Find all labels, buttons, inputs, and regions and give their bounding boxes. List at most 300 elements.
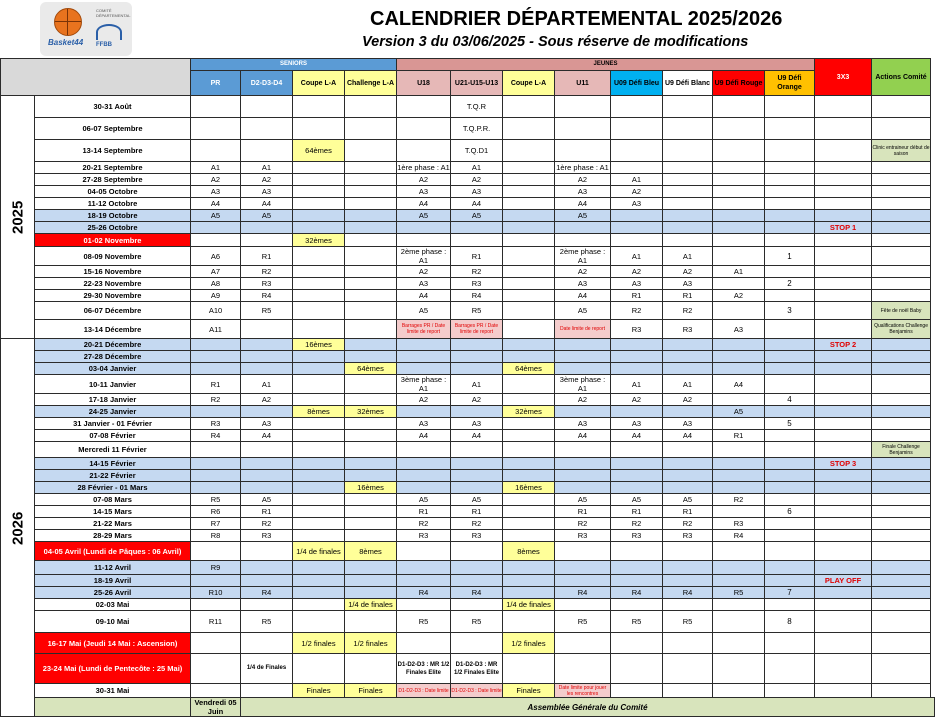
row-cell: R3	[191, 418, 241, 430]
row-cell	[451, 234, 503, 247]
row-cell: 4	[765, 394, 815, 406]
calendar-row	[1, 339, 935, 351]
row-cell: A2	[241, 394, 293, 406]
row-cell	[815, 654, 872, 684]
row-cell	[815, 198, 872, 210]
row-cell	[872, 654, 931, 684]
row-cell	[503, 210, 555, 222]
row-cell: R2	[241, 518, 293, 530]
row-cell	[503, 442, 555, 458]
row-date: 27-28 Décembre	[35, 351, 191, 363]
row-cell	[555, 234, 611, 247]
row-cell	[293, 278, 345, 290]
row-cell	[241, 458, 293, 470]
calendar-row	[1, 494, 935, 506]
row-cell	[611, 654, 663, 684]
header-row-columns	[1, 71, 935, 96]
row-cell: A1	[241, 375, 293, 394]
row-cell	[872, 458, 931, 470]
calendar-row	[1, 418, 935, 430]
row-cell: A4	[713, 375, 765, 394]
row-cell: A2	[611, 266, 663, 278]
row-cell	[293, 247, 345, 266]
row-cell	[451, 339, 503, 351]
row-cell	[397, 470, 451, 482]
row-cell	[555, 561, 611, 575]
row-cell: Finales	[345, 684, 397, 698]
row-cell	[815, 561, 872, 575]
row-cell: A2	[241, 174, 293, 186]
row-cell: R4	[713, 530, 765, 542]
row-cell: A3	[555, 186, 611, 198]
row-cell	[611, 351, 663, 363]
row-cell	[293, 430, 345, 442]
row-cell	[815, 530, 872, 542]
row-cell	[663, 654, 713, 684]
row-cell	[663, 542, 713, 561]
row-date: 01-02 Novembre	[35, 234, 191, 247]
row-cell	[765, 561, 815, 575]
header-corner	[1, 59, 191, 71]
row-cell	[815, 470, 872, 482]
row-date: 10-11 Janvier	[35, 375, 191, 394]
row-cell	[451, 482, 503, 494]
column-header: U09 Défi Bleu	[611, 71, 663, 96]
row-cell: R11	[191, 611, 241, 633]
row-cell	[872, 506, 931, 518]
row-cell: A2	[397, 394, 451, 406]
row-cell: A5	[241, 494, 293, 506]
row-cell: A4	[663, 430, 713, 442]
row-cell: R4	[241, 290, 293, 302]
row-cell: A3	[397, 186, 451, 198]
row-cell	[293, 530, 345, 542]
row-cell: A5	[397, 210, 451, 222]
column-header: Coupe L-A	[293, 71, 345, 96]
row-cell	[503, 290, 555, 302]
row-cell: R3	[663, 320, 713, 339]
row-cell	[663, 118, 713, 140]
row-cell	[663, 482, 713, 494]
row-cell	[191, 96, 241, 118]
row-cell	[663, 339, 713, 351]
calendar-row	[1, 186, 935, 198]
row-cell	[872, 351, 931, 363]
row-cell	[872, 222, 931, 234]
row-cell	[345, 339, 397, 351]
row-cell: STOP 1	[815, 222, 872, 234]
row-cell	[555, 654, 611, 684]
row-cell	[345, 290, 397, 302]
row-cell	[815, 633, 872, 654]
row-date: 14-15 Mars	[35, 506, 191, 518]
row-cell	[663, 442, 713, 458]
row-cell: Qualifications Challenge Benjamins	[872, 320, 931, 339]
row-cell	[293, 320, 345, 339]
row-cell	[872, 375, 931, 394]
row-cell	[713, 198, 765, 210]
row-cell	[191, 633, 241, 654]
row-cell	[293, 482, 345, 494]
row-cell	[451, 363, 503, 375]
group-seniors: SENIORS	[191, 59, 397, 71]
row-cell	[555, 222, 611, 234]
row-cell	[663, 96, 713, 118]
row-cell	[663, 406, 713, 418]
row-cell	[503, 174, 555, 186]
row-cell	[503, 234, 555, 247]
row-cell: A3	[611, 198, 663, 210]
row-cell	[293, 587, 345, 599]
row-cell: A4	[241, 198, 293, 210]
row-cell: R5	[191, 494, 241, 506]
row-cell	[241, 363, 293, 375]
row-cell	[555, 118, 611, 140]
row-cell	[815, 186, 872, 198]
row-cell	[451, 575, 503, 587]
row-cell	[293, 162, 345, 174]
row-cell	[872, 406, 931, 418]
row-cell: A3	[555, 278, 611, 290]
row-cell: 1	[765, 247, 815, 266]
row-cell: A1	[663, 247, 713, 266]
row-cell	[765, 351, 815, 363]
row-cell: A2	[713, 290, 765, 302]
row-cell	[293, 186, 345, 198]
row-cell	[555, 96, 611, 118]
row-cell: R4	[397, 587, 451, 599]
calendar-row	[1, 96, 935, 118]
row-cell: A2	[555, 266, 611, 278]
row-cell	[815, 96, 872, 118]
calendar-row	[1, 198, 935, 210]
row-cell	[293, 363, 345, 375]
row-cell	[713, 234, 765, 247]
row-cell: R2	[713, 494, 765, 506]
row-cell	[555, 575, 611, 587]
row-cell: R5	[663, 611, 713, 633]
row-cell	[765, 198, 815, 210]
row-cell	[663, 140, 713, 162]
row-cell	[765, 542, 815, 561]
row-cell	[345, 470, 397, 482]
row-cell: 3ème phase : A1	[555, 375, 611, 394]
row-cell: A2	[451, 174, 503, 186]
row-cell	[713, 611, 765, 633]
row-cell: R1	[663, 290, 713, 302]
row-cell	[191, 406, 241, 418]
row-cell	[872, 518, 931, 530]
row-cell	[555, 599, 611, 611]
row-cell	[611, 482, 663, 494]
row-cell: A4	[451, 198, 503, 210]
row-cell	[713, 363, 765, 375]
row-cell	[815, 210, 872, 222]
row-date: 27-28 Septembre	[35, 174, 191, 186]
row-cell	[663, 174, 713, 186]
row-cell	[345, 118, 397, 140]
row-cell	[503, 518, 555, 530]
row-cell: R5	[241, 302, 293, 320]
row-cell	[293, 494, 345, 506]
page-title: CALENDRIER DÉPARTEMENTAL 2025/2026	[370, 8, 783, 30]
row-cell	[713, 418, 765, 430]
row-cell	[713, 186, 765, 198]
row-cell	[663, 234, 713, 247]
calendar-row	[1, 506, 935, 518]
calendar-table	[0, 58, 935, 717]
row-cell	[765, 266, 815, 278]
ag-event: Assemblée Générale du Comité	[241, 698, 935, 717]
row-date: 22-23 Novembre	[35, 278, 191, 290]
row-date: 14-15 Février	[35, 458, 191, 470]
row-cell	[611, 234, 663, 247]
row-cell	[555, 470, 611, 482]
row-cell: A5	[555, 302, 611, 320]
row-cell	[293, 96, 345, 118]
row-cell: R7	[191, 518, 241, 530]
row-cell	[241, 442, 293, 458]
row-cell: Finales	[503, 684, 555, 698]
row-cell	[663, 351, 713, 363]
row-date: 09-10 Mai	[35, 611, 191, 633]
row-cell	[815, 494, 872, 506]
row-cell	[451, 633, 503, 654]
header-corner-2	[1, 71, 191, 96]
row-cell	[345, 320, 397, 339]
row-cell: A8	[191, 278, 241, 290]
row-cell: R2	[241, 266, 293, 278]
row-cell: A2	[555, 174, 611, 186]
row-cell	[345, 162, 397, 174]
row-cell	[765, 406, 815, 418]
row-cell	[765, 375, 815, 394]
column-header: U11	[555, 71, 611, 96]
row-cell	[815, 351, 872, 363]
row-cell	[191, 542, 241, 561]
row-cell	[241, 222, 293, 234]
row-cell	[713, 278, 765, 290]
row-cell	[611, 458, 663, 470]
row-cell	[241, 118, 293, 140]
calendar-row	[1, 575, 935, 587]
row-cell: A2	[397, 266, 451, 278]
row-cell: 2ème phase : A1	[397, 247, 451, 266]
row-cell: R3	[397, 530, 451, 542]
row-cell: A5	[397, 494, 451, 506]
row-cell: R3	[713, 518, 765, 530]
row-cell: R2	[555, 518, 611, 530]
row-cell: R1	[611, 290, 663, 302]
row-cell: 3	[765, 302, 815, 320]
row-cell	[293, 210, 345, 222]
row-cell	[611, 575, 663, 587]
row-cell	[872, 118, 931, 140]
row-cell	[713, 140, 765, 162]
column-header: U18	[397, 71, 451, 96]
row-cell: D1-D2-D3 : MR 1/2 Finales Elite	[397, 654, 451, 684]
row-cell: A2	[451, 394, 503, 406]
row-date: 30-31 Août	[35, 96, 191, 118]
calendar-row	[1, 633, 935, 654]
row-cell	[713, 162, 765, 174]
row-cell	[397, 96, 451, 118]
row-cell: R2	[397, 518, 451, 530]
row-cell	[611, 633, 663, 654]
row-cell	[872, 684, 931, 698]
row-cell: R10	[191, 587, 241, 599]
calendar-row	[1, 561, 935, 575]
row-cell: R2	[611, 302, 663, 320]
row-cell: A3	[611, 418, 663, 430]
row-cell	[713, 394, 765, 406]
row-cell: Date limite pour jouer les rencontres	[555, 684, 611, 698]
row-cell	[765, 320, 815, 339]
row-cell: 1/2 finales	[293, 633, 345, 654]
row-cell	[293, 394, 345, 406]
row-cell	[765, 96, 815, 118]
row-cell	[663, 633, 713, 654]
calendar-row	[1, 611, 935, 633]
row-cell	[345, 210, 397, 222]
row-cell	[815, 234, 872, 247]
row-cell: 2	[765, 278, 815, 290]
row-cell	[611, 222, 663, 234]
row-cell	[345, 234, 397, 247]
row-cell	[191, 351, 241, 363]
row-cell	[663, 470, 713, 482]
row-cell: R4	[663, 587, 713, 599]
row-date: 13-14 Décembre	[35, 320, 191, 339]
group-jeunes: JEUNES	[397, 59, 815, 71]
row-cell	[765, 363, 815, 375]
row-cell	[872, 266, 931, 278]
row-cell	[503, 394, 555, 406]
row-cell: A3	[397, 278, 451, 290]
row-cell	[345, 174, 397, 186]
row-cell	[397, 458, 451, 470]
row-cell	[815, 140, 872, 162]
row-cell	[555, 442, 611, 458]
row-cell	[872, 418, 931, 430]
row-cell: A5	[451, 210, 503, 222]
row-cell	[611, 542, 663, 561]
calendar-row	[1, 599, 935, 611]
row-cell	[765, 684, 815, 698]
calendar-row	[1, 482, 935, 494]
row-cell	[397, 118, 451, 140]
row-cell	[663, 186, 713, 198]
row-cell	[293, 198, 345, 210]
row-cell	[815, 430, 872, 442]
row-cell	[713, 684, 765, 698]
row-cell	[241, 542, 293, 561]
row-cell: 5	[765, 418, 815, 430]
row-cell: A2	[663, 266, 713, 278]
row-cell: A4	[397, 198, 451, 210]
row-cell: A3	[451, 418, 503, 430]
row-date: 30-31 Mai	[35, 684, 191, 698]
row-cell: A3	[191, 186, 241, 198]
row-cell: R4	[451, 587, 503, 599]
row-cell	[872, 210, 931, 222]
row-cell: R1	[713, 430, 765, 442]
row-cell	[241, 351, 293, 363]
row-cell: A2	[611, 186, 663, 198]
row-cell: A2	[663, 394, 713, 406]
row-date: 28-29 Mars	[35, 530, 191, 542]
row-cell	[345, 247, 397, 266]
row-cell	[765, 186, 815, 198]
row-cell	[815, 290, 872, 302]
row-cell	[555, 542, 611, 561]
row-cell	[293, 561, 345, 575]
row-cell: T.Q.P.R.	[451, 118, 503, 140]
row-date: 25-26 Avril	[35, 587, 191, 599]
row-cell	[765, 339, 815, 351]
row-cell	[765, 654, 815, 684]
row-cell	[815, 320, 872, 339]
row-date: 21-22 Février	[35, 470, 191, 482]
row-cell: A1	[611, 247, 663, 266]
row-cell	[397, 575, 451, 587]
row-cell	[191, 222, 241, 234]
calendar-row	[1, 406, 935, 418]
row-cell: A3	[663, 418, 713, 430]
header-row-groups	[1, 59, 935, 71]
row-cell	[611, 140, 663, 162]
calendar-row	[1, 266, 935, 278]
year-spacer	[35, 698, 191, 717]
row-cell	[397, 363, 451, 375]
row-cell: 1/4 de finales	[293, 542, 345, 561]
row-cell	[872, 561, 931, 575]
column-header: U9 Défi Rouge	[713, 71, 765, 96]
column-header: U9 Défi Orange	[765, 71, 815, 96]
row-cell	[765, 458, 815, 470]
row-cell: A3	[713, 320, 765, 339]
row-cell: R5	[555, 611, 611, 633]
row-cell	[503, 278, 555, 290]
row-cell	[345, 654, 397, 684]
row-cell: A6	[191, 247, 241, 266]
row-cell: 64èmes	[503, 363, 555, 375]
row-cell: Clinic entraineur début de saison	[872, 140, 931, 162]
row-date: 13-14 Septembre	[35, 140, 191, 162]
row-cell	[293, 418, 345, 430]
row-cell	[765, 290, 815, 302]
row-cell	[293, 174, 345, 186]
row-cell	[713, 351, 765, 363]
row-cell	[397, 633, 451, 654]
row-date: 20-21 Décembre	[35, 339, 191, 351]
row-cell	[191, 442, 241, 458]
row-cell	[191, 575, 241, 587]
row-cell	[872, 96, 931, 118]
row-cell	[815, 684, 872, 698]
row-cell: 1/4 de Finales	[241, 654, 293, 684]
row-cell: PLAY OFF	[815, 575, 872, 587]
row-cell	[815, 247, 872, 266]
row-cell: Fête de noël Baby	[872, 302, 931, 320]
row-cell: R1	[451, 247, 503, 266]
row-cell: R5	[397, 611, 451, 633]
row-cell	[815, 162, 872, 174]
row-cell: R4	[191, 430, 241, 442]
row-cell	[872, 470, 931, 482]
row-cell: R6	[191, 506, 241, 518]
row-cell: 16èmes	[345, 482, 397, 494]
